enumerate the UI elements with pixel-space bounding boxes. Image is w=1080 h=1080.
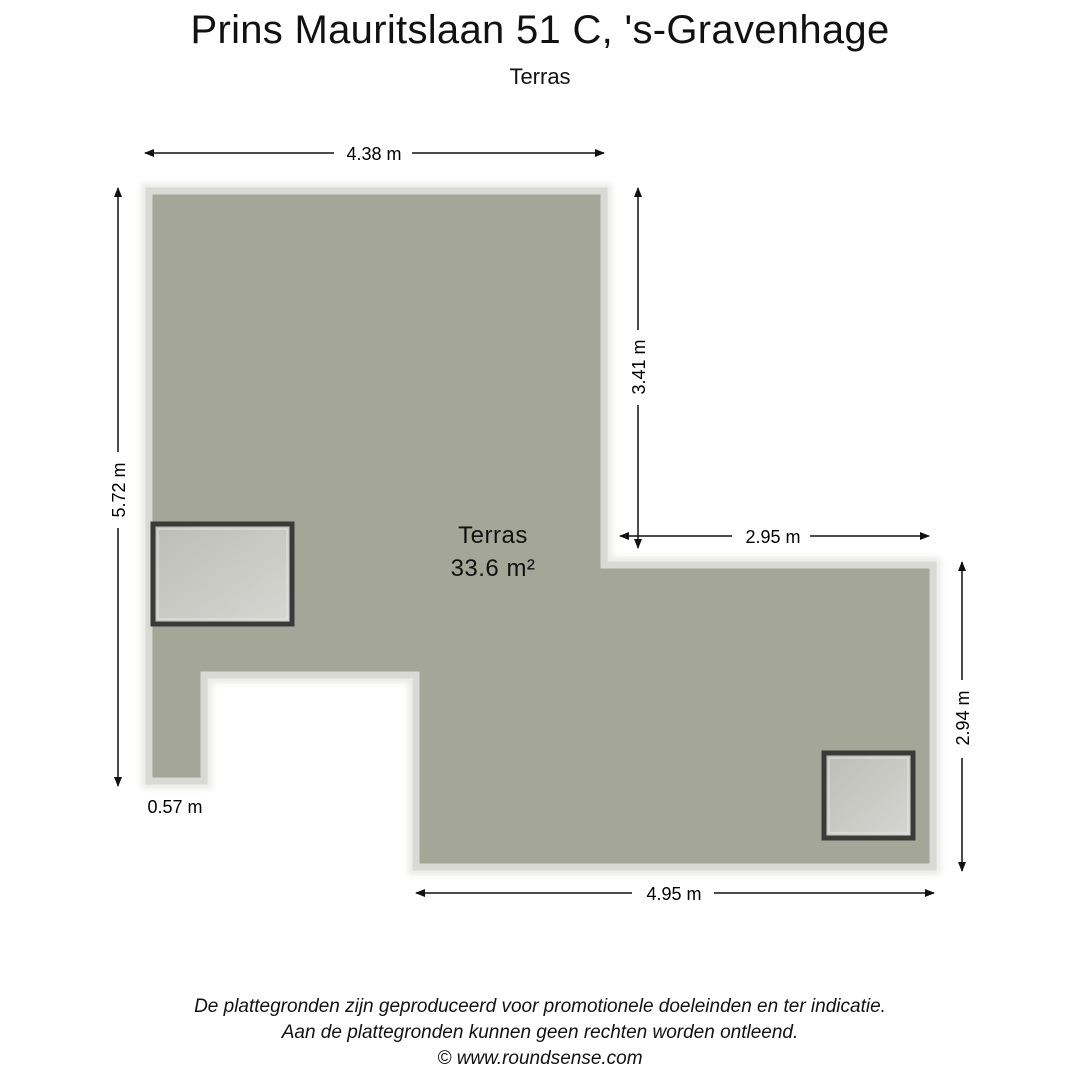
dimension-label: 4.95 m xyxy=(646,884,702,904)
dimension-label: 3.41 m xyxy=(629,339,649,395)
dimension-upper-right-height xyxy=(629,188,649,548)
dimension-left-height xyxy=(109,188,129,786)
dimension-step-width xyxy=(620,527,929,547)
skylight-right xyxy=(824,753,913,838)
room-name: Terras xyxy=(458,522,528,549)
disclaimer-line-1: De plattegronden zijn geproduceerd voor promotionele doeleinden en ter indicatie. xyxy=(194,996,886,1017)
dimension-label: 4.38 m xyxy=(346,144,402,164)
dimension-label: 5.72 m xyxy=(109,462,129,518)
dimension-top-width xyxy=(145,144,604,164)
dimension-bottom-width xyxy=(416,884,934,904)
dimension-label: 2.95 m xyxy=(745,527,801,547)
copyright-link[interactable]: © www.roundsense.com xyxy=(437,1048,643,1069)
dimension-label: 2.94 m xyxy=(953,690,973,746)
disclaimer xyxy=(0,994,1080,1072)
dimension-notch-width: 0.57 m xyxy=(147,797,203,817)
dimension-lower-right-height xyxy=(953,562,973,871)
skylight-left xyxy=(153,524,292,624)
page-subtitle: Terras xyxy=(509,64,571,89)
page-title: Prins Mauritslaan 51 C, 's-Gravenhage xyxy=(190,8,890,52)
room-area: 33.6 m² xyxy=(450,555,536,582)
disclaimer-line-2: Aan de plattegronden kunnen geen rechten worden ontleend. xyxy=(281,1022,799,1043)
